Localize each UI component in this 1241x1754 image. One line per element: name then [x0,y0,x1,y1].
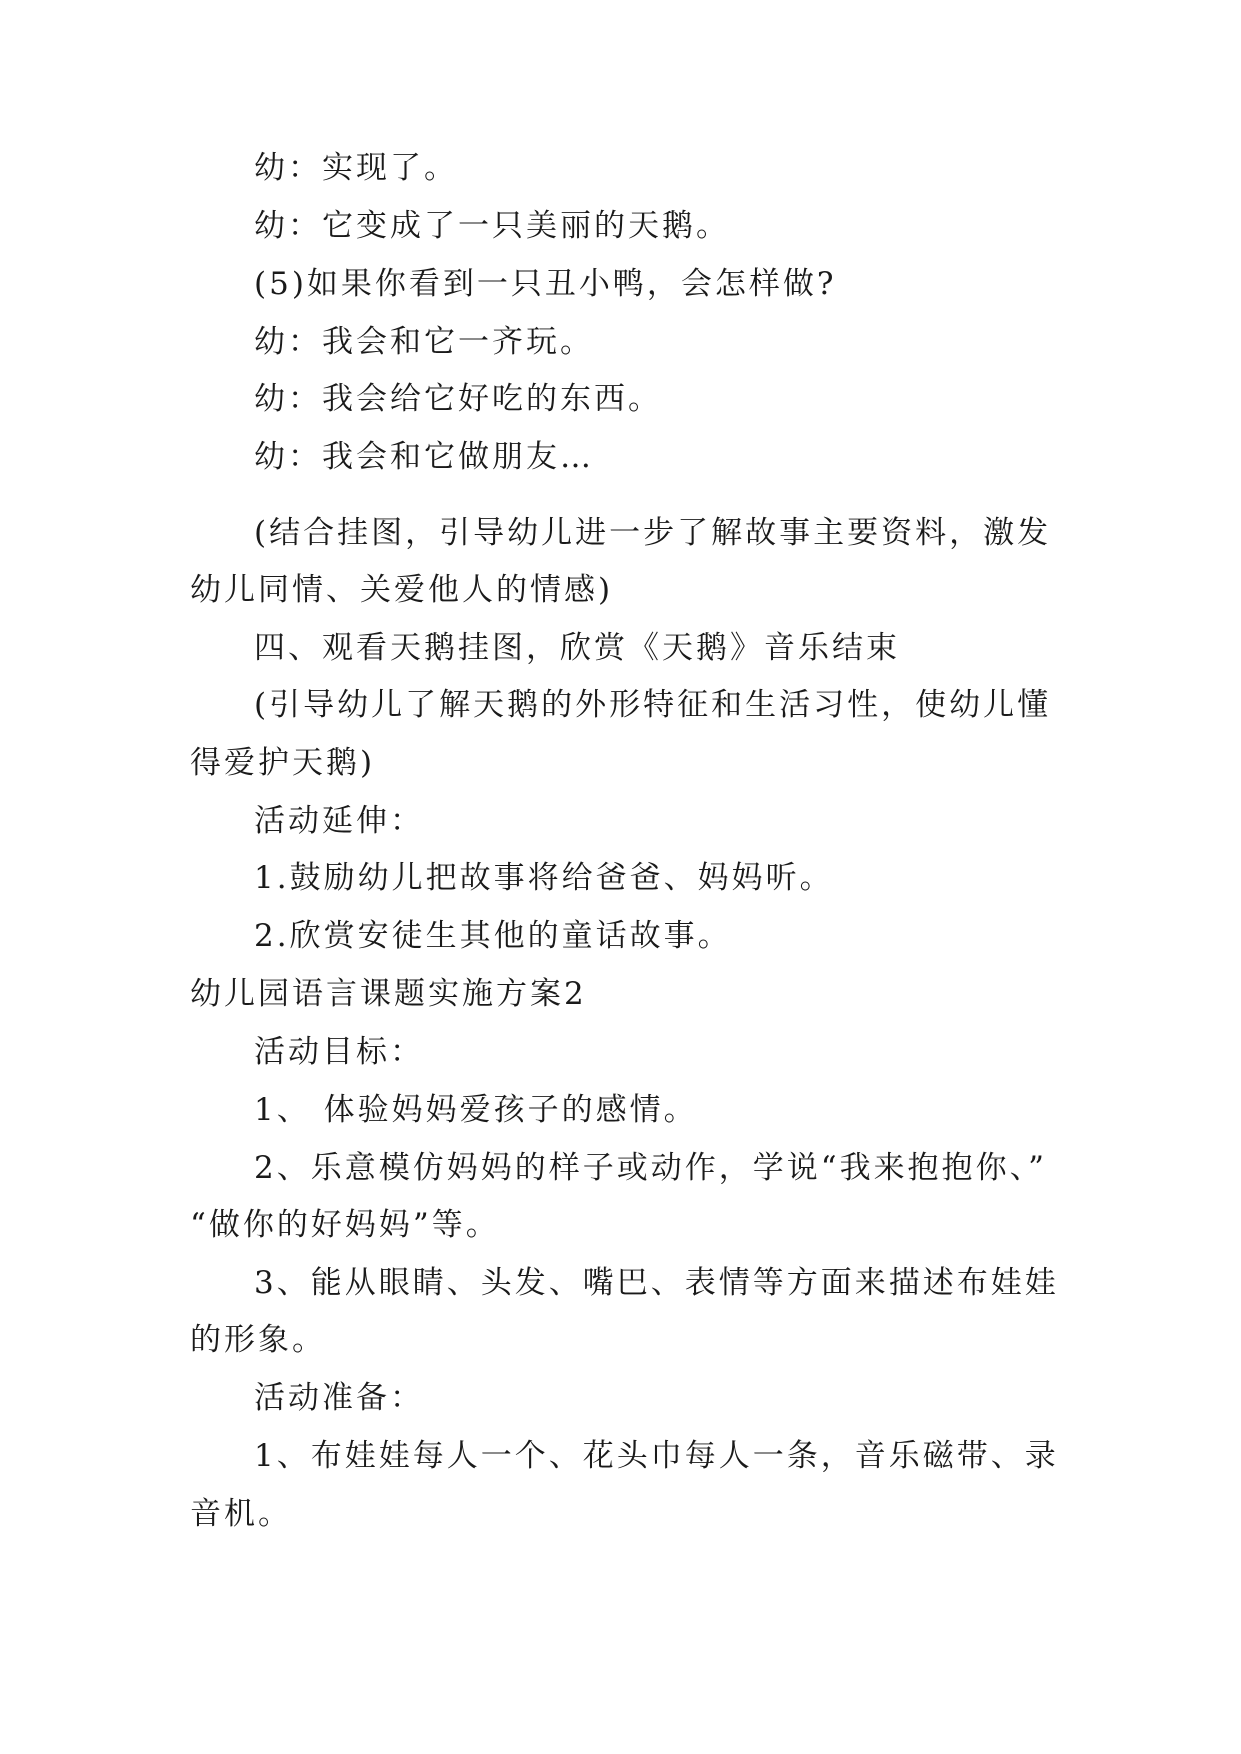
text-line: 幼：实现了。 [254,150,458,186]
section-heading: 活动目标： [254,1034,424,1070]
text-line: “做你的好妈妈”等。 [190,1207,500,1243]
text-line: 得爱护天鹅) [190,745,376,781]
text-line: 幼：它变成了一只美丽的天鹅。 [254,208,730,244]
list-item: 2、乐意模仿妈妈的样子或动作，学说“我来抱抱你、” [254,1150,1047,1186]
list-item: 1、 体验妈妈爱孩子的感情。 [254,1092,698,1128]
text-line: 音机。 [190,1496,292,1532]
text-line: 的形象。 [190,1322,326,1358]
text-line: 幼：我会给它好吃的东西。 [254,381,662,417]
text-line: (5)如果你看到一只丑小鸭，会怎样做? [254,266,837,302]
section-heading: 活动延伸： [254,803,424,839]
text-line: (结合挂图，引导幼儿进一步了解故事主要资料，激发 [254,515,1052,551]
text-line: 幼儿同情、关爱他人的情感) [190,572,614,608]
text-line: 幼：我会和它做朋友… [254,439,594,475]
list-item: 2.欣赏安徒生其他的童话故事。 [254,918,732,954]
section-heading: 四、观看天鹅挂图，欣赏《天鹅》音乐结束 [254,630,900,666]
text-line: 幼：我会和它一齐玩。 [254,324,594,360]
document-title: 幼儿园语言课题实施方案2 [190,976,587,1012]
list-item: 1、布娃娃每人一个、花头巾每人一条，音乐磁带、录 [254,1438,1059,1474]
section-heading: 活动准备： [254,1380,424,1416]
text-line: (引导幼儿了解天鹅的外形特征和生活习性，使幼儿懂 [254,687,1052,723]
list-item: 1.鼓励幼儿把故事将给爸爸、妈妈听。 [254,860,834,896]
list-item: 3、能从眼睛、头发、嘴巴、表情等方面来描述布娃娃 [254,1265,1059,1301]
